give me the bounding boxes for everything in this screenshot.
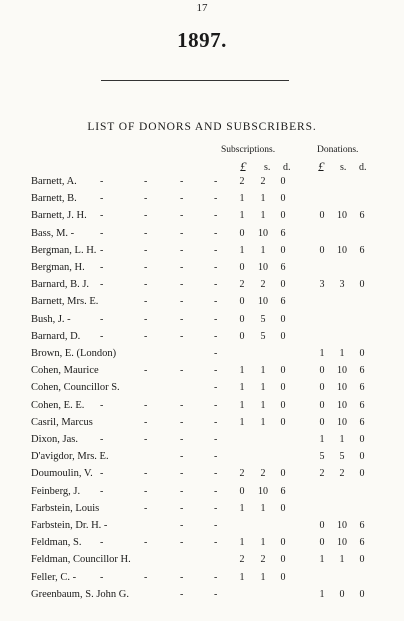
- donor-row: [0, 451, 404, 468]
- donor-row: [0, 314, 404, 331]
- donor-row: [0, 279, 404, 296]
- subscription-pence: 0: [280, 210, 286, 222]
- subscription-shillings: 1: [260, 416, 266, 428]
- donor-name: Barnett, Mrs. E.: [31, 296, 99, 308]
- leader-dash: -: [180, 571, 184, 583]
- leader-dash: -: [100, 485, 104, 497]
- leader-dash: -: [214, 502, 218, 514]
- leader-dash: -: [180, 434, 184, 445]
- donation-pounds: 0: [319, 382, 325, 394]
- donation-pounds: 1: [319, 434, 325, 445]
- leader-dash: -: [144, 279, 148, 291]
- donation-pounds: 1: [319, 588, 325, 600]
- leader-dash: -: [180, 279, 184, 291]
- subscription-shillings: 10: [258, 485, 268, 497]
- donation-shillings: 3: [339, 279, 345, 291]
- donation-pounds: 0: [319, 416, 325, 428]
- subscription-pounds: 1: [239, 502, 245, 514]
- leader-dash: -: [214, 313, 218, 325]
- donation-pence: 6: [359, 244, 365, 256]
- subscriptions-pence-unit: d.: [283, 162, 291, 173]
- subscription-pence: 0: [280, 330, 286, 342]
- donation-pounds: 0: [319, 210, 325, 222]
- leader-dash: -: [144, 210, 148, 222]
- subscription-pounds: 1: [239, 193, 245, 205]
- leader-dash: -: [144, 502, 148, 514]
- leader-dash: -: [180, 502, 184, 514]
- leader-dash: -: [100, 244, 104, 256]
- leader-dash: -: [144, 244, 148, 256]
- donor-name: Barnett, A.: [31, 176, 77, 187]
- donation-shillings: 2: [339, 468, 345, 480]
- donation-pence: 0: [359, 434, 365, 445]
- donation-pence: 6: [359, 520, 365, 531]
- subscription-pence: 0: [280, 313, 286, 325]
- leader-dash: -: [100, 193, 104, 205]
- donor-row: [0, 520, 404, 537]
- donation-shillings: 10: [337, 520, 347, 531]
- subscription-shillings: 2: [260, 468, 266, 480]
- leader-dash: -: [214, 520, 218, 531]
- donor-row: [0, 365, 404, 382]
- subscription-pounds: 2: [239, 176, 245, 187]
- donor-name: Farbstein, Louis: [31, 502, 100, 514]
- donor-row: [0, 296, 404, 313]
- subscription-pounds: 1: [239, 537, 245, 549]
- donation-pence: 0: [359, 451, 365, 463]
- donor-row: [0, 193, 404, 210]
- leader-dash: -: [214, 244, 218, 256]
- subscription-shillings: 1: [260, 537, 266, 549]
- subscription-pence: 0: [280, 468, 286, 480]
- leader-dash: -: [180, 210, 184, 222]
- subscription-shillings: 5: [260, 330, 266, 342]
- subscription-pounds: 1: [239, 244, 245, 256]
- donation-pence: 0: [359, 588, 365, 600]
- subscriptions-column-header: Subscriptions.: [221, 145, 276, 155]
- leader-dash: -: [180, 520, 184, 531]
- donor-name: Dixon, Jas.: [31, 434, 78, 445]
- heading-divider: [101, 80, 289, 81]
- subscription-pence: 0: [280, 244, 286, 256]
- donation-shillings: 10: [337, 365, 347, 377]
- leader-dash: -: [144, 313, 148, 325]
- leader-dash: -: [214, 279, 218, 291]
- donor-name: Feldman, Councillor H.: [31, 554, 131, 566]
- donation-pounds: 0: [319, 399, 325, 411]
- subscription-pence: 0: [280, 571, 286, 583]
- donor-row: [0, 417, 404, 434]
- donation-pence: 6: [359, 382, 365, 394]
- leader-dash: -: [100, 210, 104, 222]
- leader-dash: -: [144, 193, 148, 205]
- donations-column-header: Donations.: [317, 145, 359, 155]
- subscription-pence: 0: [280, 279, 286, 291]
- donor-row: [0, 176, 404, 193]
- donation-pence: 6: [359, 416, 365, 428]
- subscription-shillings: 1: [260, 193, 266, 205]
- leader-dash: -: [180, 485, 184, 497]
- donation-shillings: 5: [339, 451, 345, 463]
- subscription-pence: 6: [280, 262, 286, 273]
- leader-dash: -: [144, 227, 148, 239]
- donation-shillings: 1: [339, 554, 345, 566]
- donation-pounds: 3: [319, 279, 325, 291]
- leader-dash: -: [144, 399, 148, 411]
- donor-row: [0, 554, 404, 571]
- subscriptions-shillings-unit: s.: [264, 162, 271, 173]
- leader-dash: -: [144, 537, 148, 549]
- subscription-pounds: 0: [239, 262, 245, 273]
- donation-pence: 6: [359, 365, 365, 377]
- subscription-shillings: 1: [260, 365, 266, 377]
- subscription-pence: 0: [280, 399, 286, 411]
- donation-shillings: 10: [337, 244, 347, 256]
- donor-name: Barnard, B. J.: [31, 279, 90, 291]
- leader-dash: -: [144, 262, 148, 273]
- subscription-pounds: 1: [239, 399, 245, 411]
- subscription-pounds: 0: [239, 313, 245, 325]
- subscription-pence: 0: [280, 416, 286, 428]
- subscription-pence: 0: [280, 176, 286, 187]
- donor-row: [0, 245, 404, 262]
- leader-dash: -: [214, 296, 218, 308]
- leader-dash: -: [214, 365, 218, 377]
- donation-pounds: 1: [319, 554, 325, 566]
- leader-dash: -: [214, 571, 218, 583]
- donor-name: Brown, E. (London): [31, 348, 117, 359]
- donor-row: [0, 468, 404, 485]
- subscription-pence: 6: [280, 485, 286, 497]
- leader-dash: -: [214, 434, 218, 445]
- leader-dash: -: [100, 262, 104, 273]
- subscription-shillings: 1: [260, 244, 266, 256]
- donations-pounds-unit: £: [318, 159, 325, 174]
- leader-dash: -: [180, 365, 184, 377]
- subscription-pounds: 2: [239, 468, 245, 480]
- donor-name: Farbstein, Dr. H. -: [31, 520, 108, 531]
- donor-name: Bass, M. -: [31, 227, 75, 239]
- subscription-pounds: 1: [239, 571, 245, 583]
- subscription-pounds: 1: [239, 210, 245, 222]
- donor-row: [0, 262, 404, 279]
- subscription-pence: 0: [280, 502, 286, 514]
- leader-dash: -: [100, 571, 104, 583]
- donor-name: Cohen, Maurice: [31, 365, 99, 377]
- leader-dash: -: [214, 227, 218, 239]
- leader-dash: -: [214, 382, 218, 394]
- subscription-pence: 0: [280, 537, 286, 549]
- donations-pence-unit: d.: [359, 162, 367, 173]
- leader-dash: -: [144, 365, 148, 377]
- leader-dash: -: [214, 537, 218, 549]
- donor-row: [0, 434, 404, 451]
- donor-name: D'avigdor, Mrs. E.: [31, 451, 109, 463]
- donation-pounds: 1: [319, 348, 325, 359]
- leader-dash: -: [214, 416, 218, 428]
- donor-name: Barnett, J. H.: [31, 210, 87, 222]
- donor-row: [0, 210, 404, 227]
- donation-pence: 0: [359, 554, 365, 566]
- leader-dash: -: [144, 468, 148, 480]
- leader-dash: -: [214, 176, 218, 187]
- subscription-shillings: 10: [258, 296, 268, 308]
- subscription-pounds: 0: [239, 485, 245, 497]
- donation-pence: 6: [359, 210, 365, 222]
- subscriptions-pounds-unit: £: [240, 159, 247, 174]
- leader-dash: -: [214, 193, 218, 205]
- leader-dash: -: [144, 416, 148, 428]
- donor-name: Bergman, L. H.: [31, 244, 97, 256]
- donation-pounds: 0: [319, 244, 325, 256]
- donor-name: Bergman, H.: [31, 262, 85, 273]
- leader-dash: -: [100, 176, 104, 187]
- donor-name: Bush, J. -: [31, 313, 71, 325]
- subscription-pounds: 2: [239, 279, 245, 291]
- donation-shillings: 10: [337, 416, 347, 428]
- donation-pounds: 0: [319, 537, 325, 549]
- leader-dash: -: [214, 451, 218, 463]
- donor-row: [0, 348, 404, 365]
- leader-dash: -: [100, 330, 104, 342]
- subscription-pounds: 0: [239, 227, 245, 239]
- donation-shillings: 1: [339, 434, 345, 445]
- leader-dash: -: [180, 227, 184, 239]
- page-heading-year: 1897.: [177, 28, 227, 52]
- leader-dash: -: [144, 571, 148, 583]
- subscription-shillings: 1: [260, 382, 266, 394]
- donor-row: [0, 486, 404, 503]
- donor-name: Feller, C. -: [31, 571, 77, 583]
- leader-dash: -: [180, 193, 184, 205]
- leader-dash: -: [214, 262, 218, 273]
- donor-row: [0, 589, 404, 606]
- donation-pounds: 5: [319, 451, 325, 463]
- leader-dash: -: [214, 348, 218, 359]
- subscription-shillings: 1: [260, 502, 266, 514]
- donation-pounds: 2: [319, 468, 325, 480]
- donor-name: Barnard, D.: [31, 330, 81, 342]
- donation-pence: 0: [359, 348, 365, 359]
- donations-shillings-unit: s.: [340, 162, 347, 173]
- donation-pence: 6: [359, 537, 365, 549]
- subscription-shillings: 2: [260, 176, 266, 187]
- donation-shillings: 0: [339, 588, 345, 600]
- subscription-pence: 6: [280, 227, 286, 239]
- donation-shillings: 10: [337, 537, 347, 549]
- page-number: 17: [196, 2, 208, 14]
- subscription-shillings: 10: [258, 262, 268, 273]
- donation-shillings: 10: [337, 399, 347, 411]
- subscription-pence: 6: [280, 296, 286, 308]
- donation-shillings: 10: [337, 382, 347, 394]
- donor-name: Cohen, E. E.: [31, 399, 85, 411]
- subscription-shillings: 2: [260, 279, 266, 291]
- leader-dash: -: [180, 296, 184, 308]
- leader-dash: -: [100, 434, 104, 445]
- leader-dash: -: [100, 279, 104, 291]
- donation-pounds: 0: [319, 520, 325, 531]
- leader-dash: -: [180, 313, 184, 325]
- subscription-pounds: 1: [239, 365, 245, 377]
- donor-name: Feldman, S.: [31, 537, 82, 549]
- subscription-pence: 0: [280, 365, 286, 377]
- leader-dash: -: [180, 262, 184, 273]
- leader-dash: -: [144, 485, 148, 497]
- donation-pence: 0: [359, 468, 365, 480]
- leader-dash: -: [180, 416, 184, 428]
- list-title: LIST OF DONORS AND SUBSCRIBERS.: [87, 121, 317, 133]
- leader-dash: -: [180, 451, 184, 463]
- donation-pence: 0: [359, 279, 365, 291]
- donor-name: Doumoulin, V.: [31, 468, 93, 480]
- donor-name: Barnett, B.: [31, 193, 77, 205]
- subscription-pounds: 0: [239, 296, 245, 308]
- subscription-shillings: 1: [260, 571, 266, 583]
- subscription-pounds: 1: [239, 382, 245, 394]
- donation-pounds: 0: [319, 365, 325, 377]
- donor-name: Feinberg, J.: [31, 485, 81, 497]
- donor-row: [0, 228, 404, 245]
- subscription-shillings: 5: [260, 313, 266, 325]
- leader-dash: -: [100, 313, 104, 325]
- subscription-shillings: 1: [260, 210, 266, 222]
- leader-dash: -: [180, 176, 184, 187]
- donation-shillings: 1: [339, 348, 345, 359]
- leader-dash: -: [180, 244, 184, 256]
- donor-row: [0, 331, 404, 348]
- leader-dash: -: [214, 588, 218, 600]
- leader-dash: -: [180, 468, 184, 480]
- leader-dash: -: [180, 588, 184, 600]
- leader-dash: -: [144, 296, 148, 308]
- donation-shillings: 10: [337, 210, 347, 222]
- leader-dash: -: [214, 468, 218, 480]
- leader-dash: -: [144, 434, 148, 445]
- donor-name: Greenbaum, S. John G.: [31, 588, 129, 600]
- leader-dash: -: [100, 537, 104, 549]
- subscription-pounds: 0: [239, 330, 245, 342]
- subscription-pounds: 1: [239, 416, 245, 428]
- donation-pence: 6: [359, 399, 365, 411]
- donor-row: [0, 503, 404, 520]
- leader-dash: -: [180, 330, 184, 342]
- subscription-shillings: 1: [260, 399, 266, 411]
- leader-dash: -: [100, 227, 104, 239]
- donor-row: [0, 382, 404, 399]
- subscription-shillings: 2: [260, 554, 266, 566]
- leader-dash: -: [144, 176, 148, 187]
- leader-dash: -: [214, 210, 218, 222]
- donor-name: Casril, Marcus: [31, 416, 93, 428]
- donor-row: [0, 572, 404, 589]
- donor-row: [0, 400, 404, 417]
- leader-dash: -: [100, 399, 104, 411]
- subscription-pounds: 2: [239, 554, 245, 566]
- donor-name: Cohen, Councillor S.: [31, 382, 120, 394]
- leader-dash: -: [214, 485, 218, 497]
- leader-dash: -: [214, 330, 218, 342]
- donor-row: [0, 537, 404, 554]
- subscription-pence: 0: [280, 554, 286, 566]
- subscription-shillings: 10: [258, 227, 268, 239]
- leader-dash: -: [144, 330, 148, 342]
- subscription-pence: 0: [280, 193, 286, 205]
- leader-dash: -: [100, 468, 104, 480]
- leader-dash: -: [180, 537, 184, 549]
- leader-dash: -: [180, 399, 184, 411]
- subscription-pence: 0: [280, 382, 286, 394]
- leader-dash: -: [214, 399, 218, 411]
